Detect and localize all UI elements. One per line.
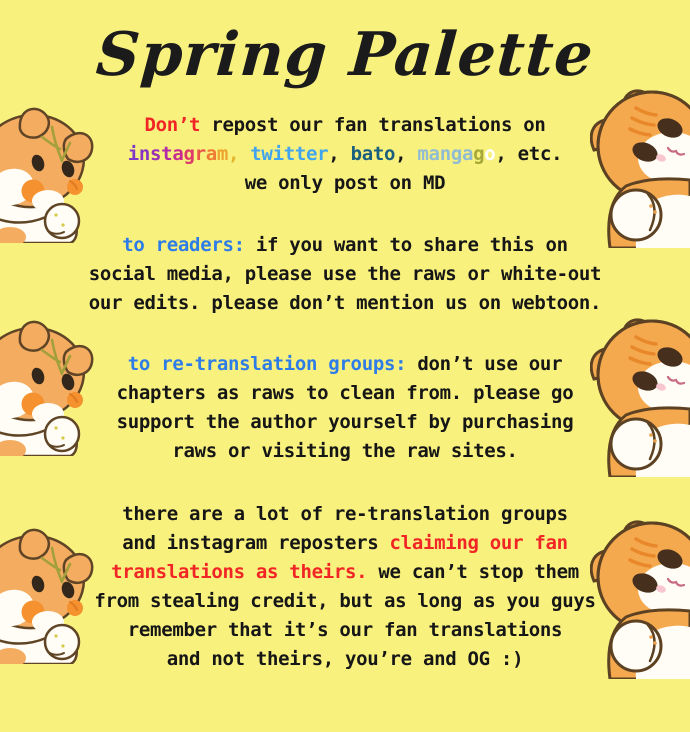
- brand-colored-letter: m: [216, 143, 229, 165]
- brand-colored-letter: g: [450, 143, 462, 165]
- brand-colored-letter: a: [172, 143, 184, 165]
- brand-colored-letter: a: [428, 143, 440, 165]
- body-text: and not theirs, you’re and OG :): [166, 648, 524, 670]
- highlighted-text: to readers:: [122, 234, 245, 256]
- highlighted-text: to re-translation groups:: [127, 353, 407, 375]
- body-text: , etc.: [495, 143, 563, 165]
- paragraph-credit: [0, 500, 690, 674]
- text-line: [0, 587, 690, 616]
- brand-colored-letter: i: [127, 143, 139, 165]
- text-line: [0, 529, 690, 558]
- body-text: don’t use our: [406, 353, 563, 375]
- body-text: social media, please use the raws or white-out: [88, 263, 602, 285]
- text-line: [0, 437, 690, 466]
- body-text: and instagram reposters: [122, 532, 390, 554]
- brand-colored-letter: s: [150, 143, 162, 165]
- text-line: [0, 616, 690, 645]
- paragraph-no-repost: [0, 111, 690, 198]
- text-line: [0, 111, 690, 140]
- body-text: remember that it’s our fan translations: [127, 619, 563, 641]
- brand-colored-letter: o: [484, 143, 496, 165]
- text-line: [0, 645, 690, 674]
- body-text: raws or visiting the raw sites.: [172, 440, 518, 462]
- paragraph-to-readers: [0, 231, 690, 318]
- text-line: [0, 289, 690, 318]
- body-text: support the author yourself by purchasing: [116, 411, 574, 433]
- brand-colored-letter: a: [461, 143, 474, 165]
- highlighted-text: ,: [228, 143, 240, 165]
- body-text: ,: [328, 143, 351, 165]
- brand-colored-letter: g: [473, 143, 485, 165]
- text-line: [0, 408, 690, 437]
- brand-colored-letter: m: [417, 143, 429, 165]
- body-text: from stealing credit, but as long as you guys: [94, 590, 596, 612]
- brand-colored-letter: a: [205, 143, 217, 165]
- text-line: [0, 169, 690, 198]
- body-text: chapters as raws to clean from. please go: [116, 382, 574, 404]
- text-line: [0, 260, 690, 289]
- text-line: [0, 231, 690, 260]
- body-text: we only post on MD: [244, 172, 446, 194]
- highlighted-text: translations as theirs.: [111, 561, 368, 583]
- body-text: ,: [395, 143, 418, 165]
- text-line: [0, 500, 690, 529]
- text-line: [0, 350, 690, 379]
- body-text: we can’t stop them: [367, 561, 579, 583]
- body-text: if you want to share this on: [244, 234, 568, 256]
- brand-colored-letter: r: [194, 143, 206, 165]
- body-text: [239, 143, 250, 165]
- brand-colored-letter: n: [138, 143, 151, 165]
- highlighted-text: Don’t: [144, 114, 201, 136]
- body-text: repost our fan translations on: [200, 114, 546, 136]
- brand-colored-letter: n: [439, 143, 451, 165]
- brand-colored-letter: g: [183, 143, 195, 165]
- text-line: [0, 558, 690, 587]
- highlighted-text: claiming our fan: [389, 532, 568, 554]
- brand-colored-letter: t: [161, 143, 173, 165]
- text-line: [0, 140, 690, 169]
- highlighted-text: twitter: [250, 143, 329, 165]
- text-line: [0, 379, 690, 408]
- paragraph-to-retranslation-groups: [0, 350, 690, 466]
- highlighted-text: bato: [350, 143, 396, 165]
- body-text: there are a lot of re-translation groups: [122, 503, 568, 525]
- page-title: Spring Palette: [93, 20, 596, 90]
- body-text: our edits. please don’t mention us on webtoon.: [88, 292, 602, 314]
